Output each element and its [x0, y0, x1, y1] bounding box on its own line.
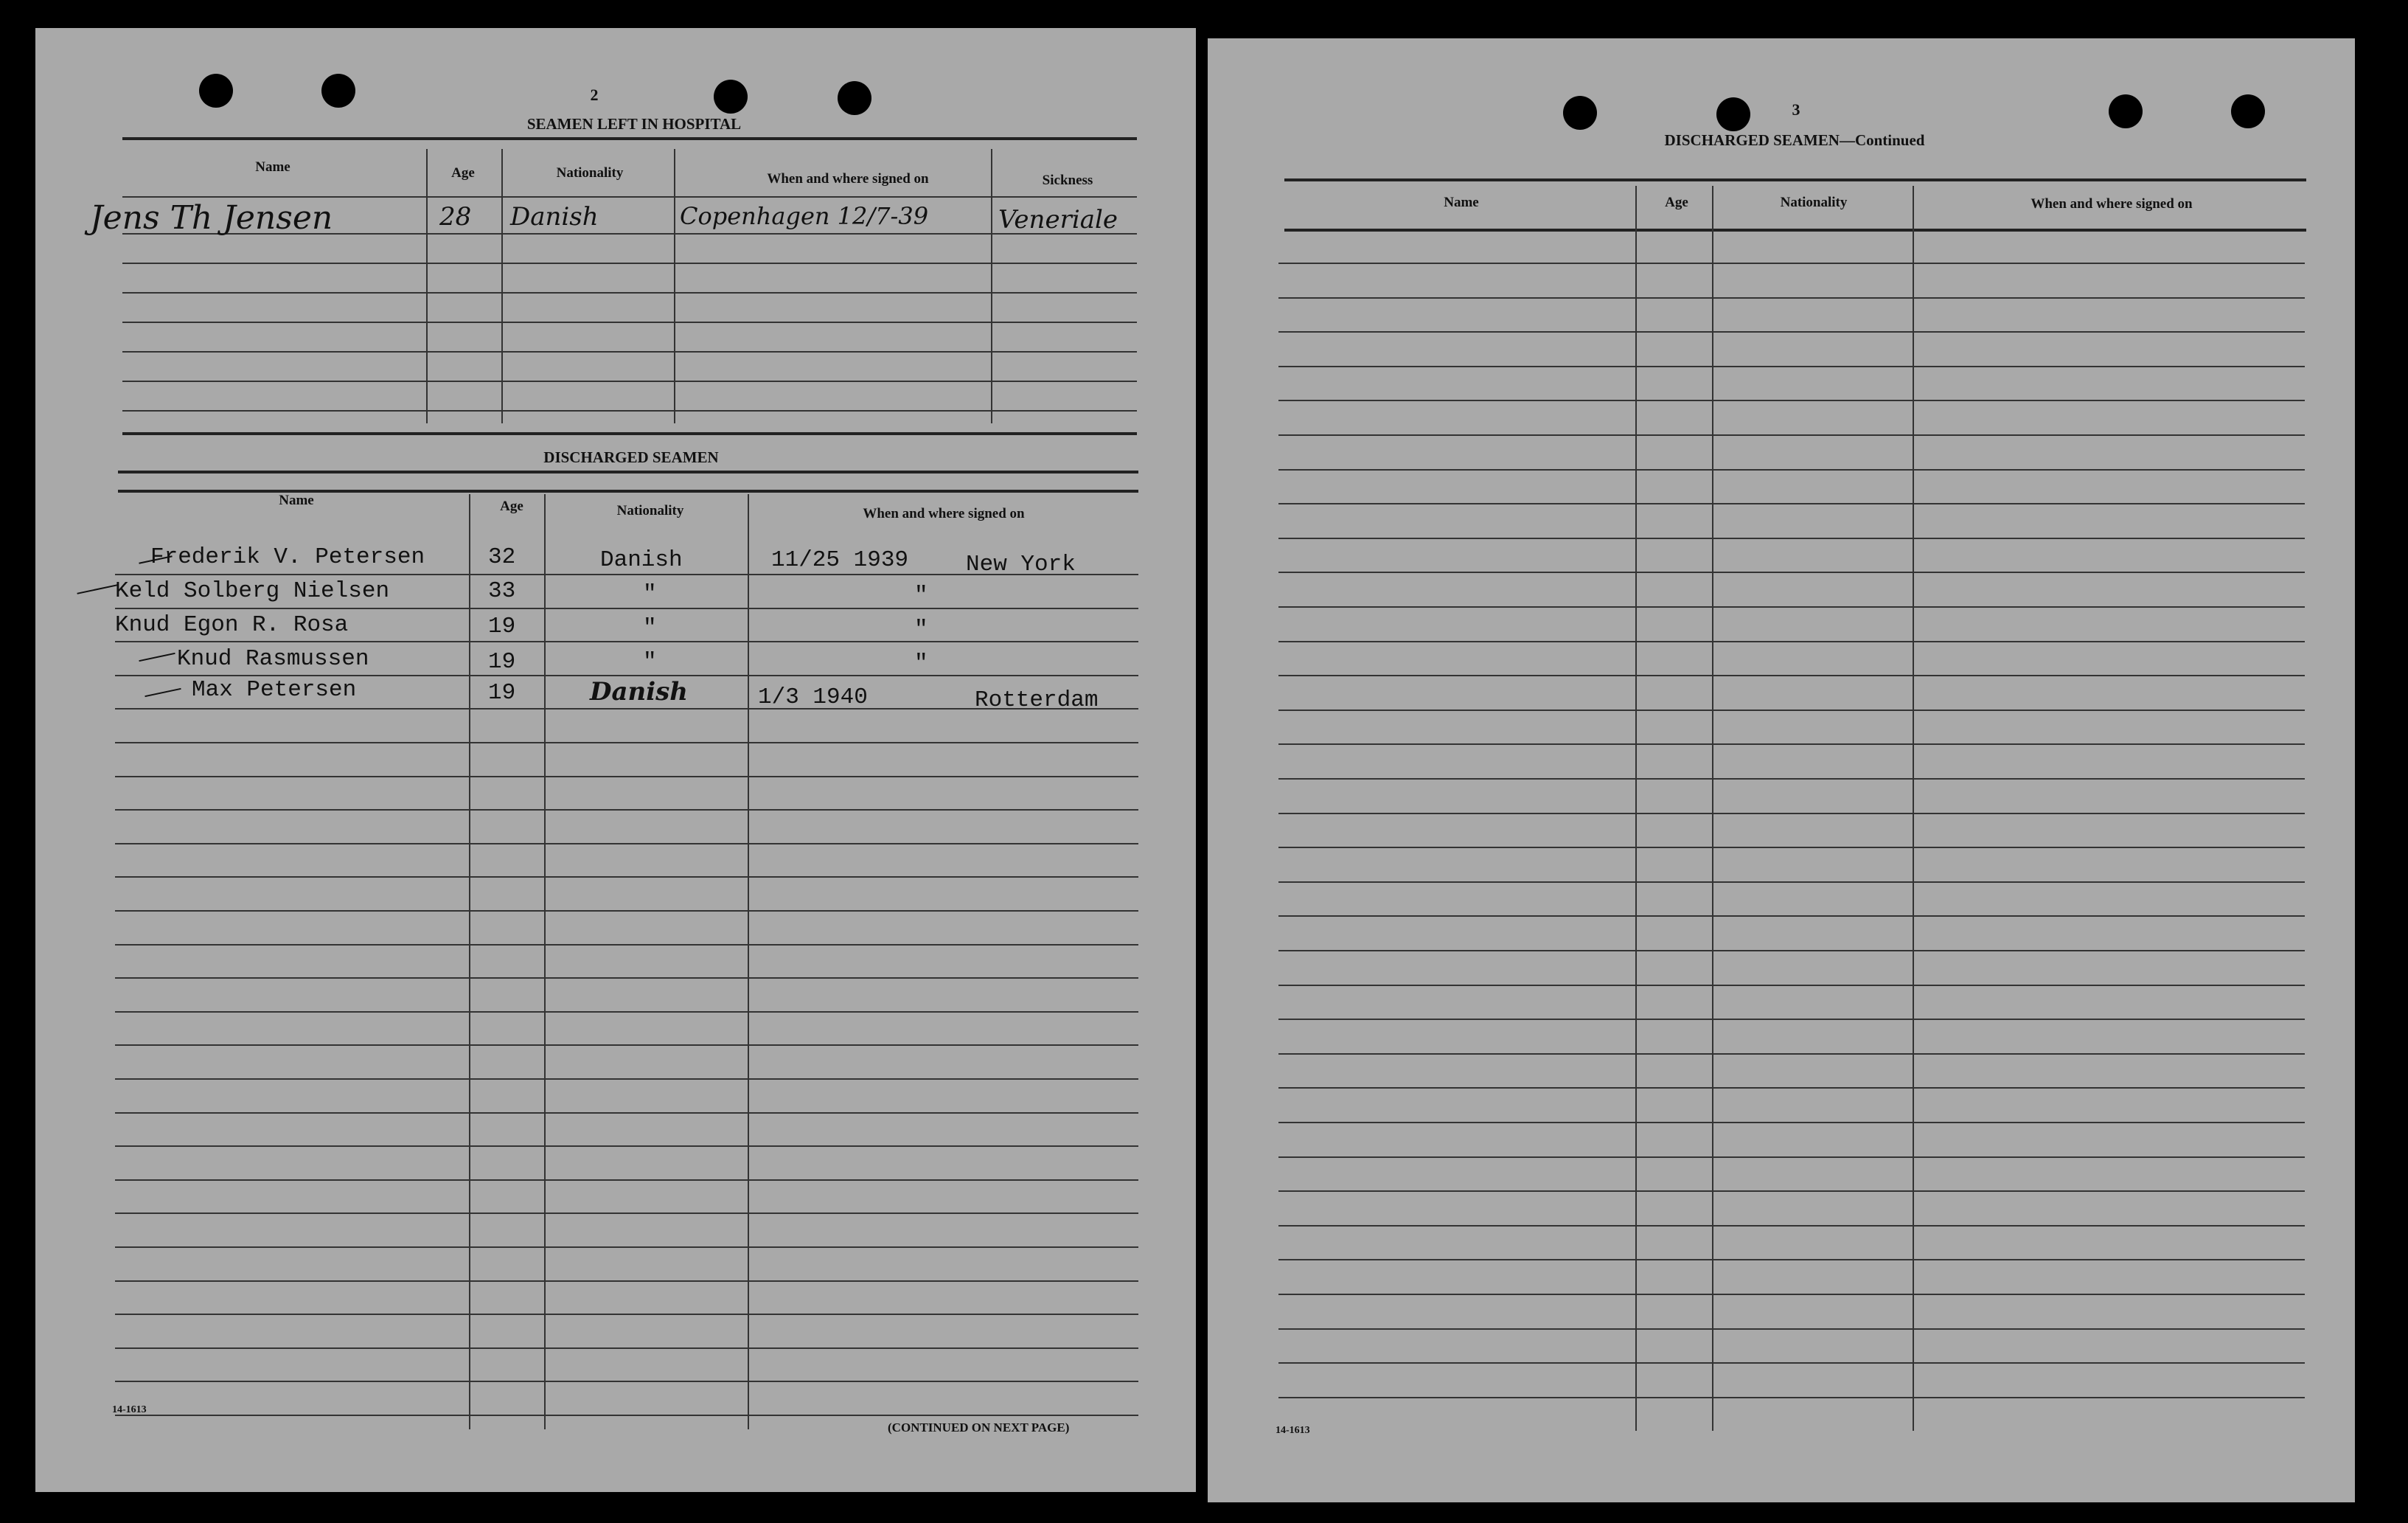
rule — [1278, 1328, 2305, 1330]
punch-hole — [838, 81, 871, 115]
right-page — [1208, 38, 2355, 1502]
column-divider — [1635, 186, 1637, 1431]
rule — [1278, 1053, 2305, 1055]
rule — [1278, 263, 2305, 264]
rule — [115, 1212, 1138, 1214]
rule — [1278, 710, 2305, 711]
rule — [115, 1179, 1138, 1181]
rule — [1278, 985, 2305, 986]
col-signed-on: When and where signed on — [863, 506, 1025, 521]
rule — [1278, 641, 2305, 642]
rule — [1278, 434, 2305, 436]
rule — [1278, 847, 2305, 848]
punch-hole — [2231, 94, 2265, 128]
seaman-signed-place: Rotterdam — [975, 687, 1099, 713]
form-number: 14-1613 — [112, 1404, 147, 1415]
rule — [115, 876, 1138, 878]
punch-hole — [1716, 97, 1750, 131]
hospital-entry-age: 28 — [439, 202, 472, 232]
seaman-name: Keld Solberg Nielsen — [115, 578, 390, 604]
col-signed-on: When and where signed on — [767, 171, 929, 187]
rule — [1278, 1087, 2305, 1089]
column-divider — [1913, 186, 1914, 1431]
rule — [115, 843, 1138, 844]
column-divider — [426, 149, 428, 423]
rule — [115, 1246, 1138, 1248]
rule — [1278, 606, 2305, 608]
rule — [115, 641, 1138, 642]
rule — [115, 1078, 1138, 1080]
rule — [122, 137, 1137, 140]
punch-hole — [1563, 96, 1597, 130]
seaman-signed-date: 1/3 1940 — [758, 684, 868, 710]
rule — [115, 776, 1138, 777]
rule — [1278, 881, 2305, 883]
rule — [1278, 778, 2305, 780]
rule — [1278, 950, 2305, 951]
column-divider — [469, 494, 470, 1429]
rule — [115, 675, 1138, 676]
page-number: 3 — [1792, 100, 1800, 119]
rule — [118, 471, 1138, 473]
col-age: Age — [1665, 195, 1688, 210]
seaman-signed-date: " — [914, 651, 928, 676]
rule — [1278, 572, 2305, 573]
col-sickness: Sickness — [1042, 173, 1093, 188]
seaman-nationality: Danish — [600, 547, 683, 573]
punch-hole — [714, 80, 748, 114]
rule — [115, 1280, 1138, 1282]
rule — [122, 292, 1137, 294]
rule — [1278, 297, 2305, 299]
rule — [115, 1347, 1138, 1349]
seaman-age: 19 — [488, 614, 516, 639]
seaman-nationality: Danish — [590, 677, 689, 707]
rule — [1278, 1397, 2305, 1398]
rule — [1278, 813, 2305, 814]
rule — [115, 1044, 1138, 1046]
check-mark — [77, 584, 117, 594]
seaman-age: 19 — [488, 649, 516, 675]
rule — [1278, 1362, 2305, 1364]
rule — [1278, 503, 2305, 504]
rule — [1278, 331, 2305, 333]
rule — [122, 196, 1137, 198]
col-age: Age — [451, 165, 475, 181]
col-nationality: Nationality — [556, 165, 624, 181]
col-nationality: Nationality — [616, 503, 684, 518]
col-nationality: Nationality — [1780, 195, 1848, 210]
seaman-age: 19 — [488, 680, 516, 706]
rule — [1278, 1019, 2305, 1020]
rule — [122, 322, 1137, 323]
col-name: Name — [255, 159, 290, 175]
seaman-name: Max Petersen — [192, 677, 357, 703]
punch-hole — [199, 74, 233, 108]
col-signed-on: When and where signed on — [2031, 196, 2193, 212]
seaman-name: Frederik V. Petersen — [150, 544, 425, 570]
hospital-entry-sickness: Veneriale — [998, 205, 1118, 235]
page-number: 2 — [590, 86, 599, 104]
rule — [1278, 743, 2305, 745]
column-divider — [991, 149, 992, 423]
seaman-nationality: " — [643, 581, 657, 607]
rule — [1278, 1156, 2305, 1158]
check-mark — [139, 653, 175, 662]
hospital-title: SEAMEN LEFT IN HOSPITAL — [526, 115, 742, 133]
hospital-entry-name: Jens Th Jensen — [90, 199, 333, 237]
discharged-continued-title: DISCHARGED SEAMEN—Continued — [1664, 131, 1925, 149]
check-mark — [145, 688, 181, 697]
rule — [122, 410, 1137, 412]
rule — [1278, 1122, 2305, 1123]
rule — [115, 1314, 1138, 1315]
seaman-age: 33 — [488, 578, 516, 604]
rule — [115, 1415, 1138, 1416]
rule — [1278, 400, 2305, 401]
col-name: Name — [279, 493, 314, 508]
rule — [122, 263, 1137, 264]
rule — [1284, 178, 2306, 181]
rule — [1278, 1225, 2305, 1227]
rule — [1278, 538, 2305, 539]
column-divider — [1712, 186, 1713, 1431]
rule — [1284, 229, 2306, 232]
seaman-name: Knud Rasmussen — [177, 646, 369, 672]
rule — [115, 977, 1138, 979]
seaman-nationality: " — [643, 615, 657, 641]
seaman-name: Knud Egon R. Rosa — [115, 612, 349, 638]
rule — [122, 432, 1137, 435]
seaman-signed-date: " — [914, 617, 928, 642]
rule — [122, 351, 1137, 353]
hospital-entry-signed-on: Copenhagen 12/7-39 — [680, 202, 929, 230]
rule — [115, 944, 1138, 946]
punch-hole — [2109, 94, 2143, 128]
rule — [1278, 366, 2305, 367]
seaman-signed-date: 11/25 1939 — [771, 547, 909, 573]
col-name: Name — [1444, 195, 1479, 210]
rule — [115, 1112, 1138, 1114]
rule — [1278, 915, 2305, 917]
seaman-nationality: " — [643, 649, 657, 675]
rule — [1278, 675, 2305, 676]
rule — [1278, 1294, 2305, 1295]
rule — [1278, 1259, 2305, 1260]
punch-hole — [321, 74, 355, 108]
column-divider — [501, 149, 503, 423]
seaman-signed-place: New York — [966, 552, 1076, 577]
form-number: 14-1613 — [1276, 1425, 1310, 1436]
rule — [115, 1011, 1138, 1013]
rule — [115, 742, 1138, 743]
rule — [115, 608, 1138, 609]
rule — [118, 490, 1138, 493]
column-divider — [748, 494, 749, 1429]
continued-note: (CONTINUED ON NEXT PAGE) — [888, 1420, 1070, 1434]
rule — [1278, 1190, 2305, 1192]
column-divider — [674, 149, 675, 423]
rule — [115, 1145, 1138, 1147]
column-divider — [544, 494, 546, 1429]
rule — [115, 1381, 1138, 1382]
left-page — [35, 28, 1196, 1492]
seaman-signed-date: " — [914, 583, 928, 608]
col-age: Age — [500, 499, 523, 514]
rule — [115, 910, 1138, 912]
hospital-entry-nationality: Danish — [510, 202, 599, 232]
rule — [1278, 469, 2305, 471]
rule — [115, 809, 1138, 811]
rule — [122, 381, 1137, 382]
seaman-age: 32 — [488, 544, 516, 570]
discharged-title: DISCHARGED SEAMEN — [543, 448, 719, 466]
